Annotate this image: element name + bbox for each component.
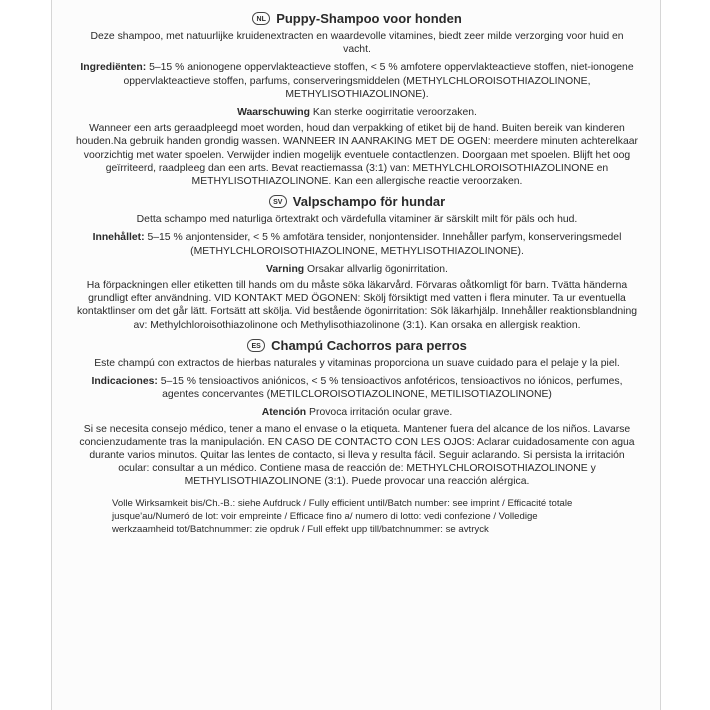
label-content — [52, 8, 662, 536]
warning-text-es: Provoca irritación ocular grave. — [309, 407, 453, 419]
section-title-sv: Valpschampo för hundar — [292, 194, 446, 210]
section-title-es: Champú Cachorros para perros — [271, 337, 467, 353]
batch-footer: Volle Wirksamkeit bis/Ch.-B.: siehe Aufdruck / Fully efficient until/Batch number: see imprint / Efficacité totale jusque'au/Numeró de lot: voir empreinte / Efficace fino a/ numero di lotto: vedi confezione / Volledige werkzaamheid tot/Batchnummer: zie opdruk / Full effekt upp till/batchnummer: se avtryck — [112, 497, 573, 535]
warning-body-es: Si se necesita consejo médico, tener a mano el envase o la etiqueta. Mantener fuera del alcance de los niños. Lavarse concienzudamente tras la manipulación. EN CASO DE CONTACTO CON LES OJOS: Aclarar cuidadosamente con agua durante varios minutos. Quitar las lentes de contacto, si lleva y resulta fácil. Seguir aclarando. Si persista la irritación ocular: consultar a un médico. Contiene masa de reacción de: METHYLCHLOROISOTHIAZOLINONE y METHYLISOTHIAZOLINONE (3:1). Puede provocar una reacción alérgica. — [79, 423, 635, 488]
ingredients-text-nl: 5–15 % anionogene oppervlakteactieve stoffen, < 5 % amfotere oppervlakteactieve stoffen, niet-ionogene oppervlakteactieve stoffen, parfums, conserveringsmiddelen (METHYLCHLOROISOTHIAZOLINONE, METHYLISOTHIAZOLINONE). — [123, 62, 634, 100]
intro-es: Este champú con extractos de hierbas naturales y vitaminas proporciona un suave cuidado para el pelaje y la piel. — [94, 357, 620, 369]
warning-body-sv: Ha förpackningen eller etiketten till hands om du måste söka läkarvård. Förvaras oåtkomligt för barn. Tvätta händerna grundligt efter användning. VID KONTAKT MED ÖGONEN: Skölj försiktigt med vatten i flera minuter. Ta ur eventuella kontaktlinser om det går lätt. Fortsätt att skölja. Vid bestående ögonirritation: Sök läkarhjälp. Innehåller reaktionsblandning av: Methylchloroisothiazolinone och Methylisothiazolinone (3:1). Kan orsaka en allergisk reaktion. — [76, 280, 638, 331]
section-heading-es — [52, 337, 662, 354]
warning-label-nl: Waarschuwing — [237, 107, 310, 119]
language-badge-nl: NL — [252, 12, 270, 25]
ingredients-sv — [52, 231, 662, 257]
language-badge-es: ES — [247, 339, 265, 352]
warning-es — [52, 406, 662, 419]
ingredients-text-es: 5–15 % tensioactivos aniónicos, < 5 % tensioactivos anfotéricos, tensioactivos no iónicos, perfumes, agentes concervantes (METILCLOROISOTIAZOLINONE, METILISOTIAZOLINONE) — [160, 376, 623, 401]
ingredients-text-sv: 5–15 % anjontensider, < 5 % amfotära tensider, nonjontensider. Innehåller parfym, konserveringsmedel (METHYLCHLOROISOTHIAZOLINONE, METHYLISOTHIAZOLINONE). — [147, 232, 622, 257]
warning-sv — [52, 263, 662, 276]
warning-label-es: Atención — [261, 407, 307, 419]
language-badge-sv: SV — [269, 195, 287, 208]
warning-text-nl: Kan sterke oogirritatie veroorzaken. — [312, 107, 477, 119]
warning-label-sv: Varning — [266, 263, 305, 275]
ingredients-nl — [52, 61, 662, 101]
ingredients-es — [52, 375, 662, 401]
warning-nl — [52, 106, 662, 119]
ingredients-label-sv: Innehållet: — [92, 232, 145, 244]
section-title-nl: Puppy-Shampoo voor honden — [276, 11, 462, 26]
product-label — [51, 0, 661, 710]
warning-text-sv: Orsakar allvarlig ögonirritation. — [307, 263, 448, 275]
ingredients-label-nl: Ingrediënten: — [80, 62, 147, 74]
section-heading-nl — [52, 10, 662, 27]
section-heading-sv — [52, 193, 662, 210]
warning-body-nl: Wanneer een arts geraadpleegd moet worden, houd dan verpakking of etiket bij de hand. Buiten bereik van kinderen houden.Na gebruik handen grondig wassen. WANNEER IN AANRAKING MET DE OGEN: meerdere minuten achterelkaar voorzichtig met water spoelen. Verwijder indien mogelijk eventuele contactlenzen. Doorgaan met spoelen. Blijft het oog geïrriteerd, raadpleeg dan een arts. Bevat reactiemassa (3:1) van: METHYLCHLOROISOTHIAZOLINONE en METHYLISOTHIAZOLINONE. Kan een allergische reactie veroorzaken. — [76, 123, 638, 188]
intro-nl: Deze shampoo, met natuurlijke kruidenextracten en waardevolle vitamines, biedt zeer milde verzorging voor huid en vacht. — [90, 31, 624, 56]
intro-sv: Detta schampo med naturliga örtextrakt och värdefulla vitaminer är särskilt milt för päls och hud. — [136, 214, 578, 226]
ingredients-label-es: Indicaciones: — [91, 376, 158, 388]
